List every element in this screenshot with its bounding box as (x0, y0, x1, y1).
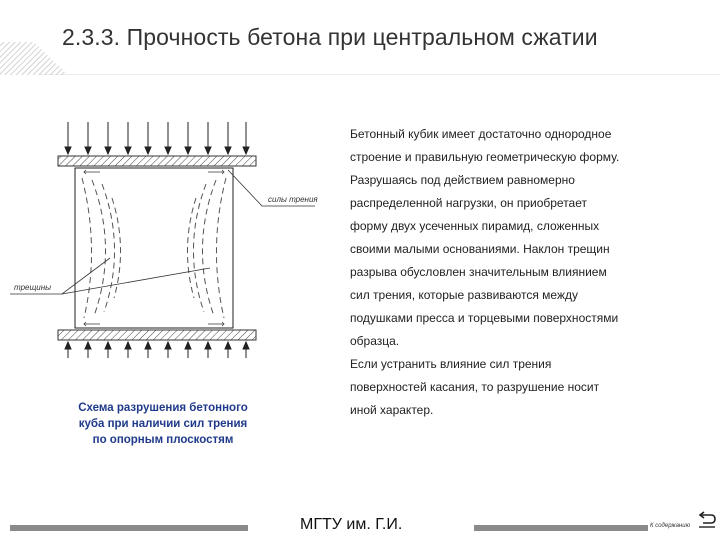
header (0, 0, 720, 75)
back-to-contents-label[interactable]: К содержанию (650, 523, 691, 529)
text-line: Бетонный кубик имеет достаточно однородное (350, 127, 612, 141)
text-line: своими малыми основаниями. Наклон трещин (350, 242, 610, 256)
top-load-arrows (65, 122, 249, 154)
crack-lines (82, 178, 226, 318)
paragraph-2 (350, 353, 705, 422)
friction-arrows (84, 170, 224, 326)
caption-line: по опорным плоскостям (92, 434, 234, 446)
return-arrow-icon[interactable] (697, 509, 717, 529)
top-press-plate (58, 156, 256, 166)
cracks-label: трещины (14, 283, 52, 292)
bottom-load-arrows (65, 342, 249, 358)
text-line: строение и правильную геометрическую форму. (350, 150, 620, 164)
friction-label: силы трения (268, 195, 318, 204)
text-line: подушками пресса и торцевыми поверхностями (350, 311, 619, 325)
text-line: образца. (350, 334, 400, 348)
text-line: сил трения, которые развиваются между (350, 288, 578, 302)
text-line: иной характер. (350, 403, 434, 417)
text-line: поверхностей касания, то разрушение носит (350, 380, 600, 394)
paragraph-1 (350, 123, 705, 353)
bottom-press-plate (58, 330, 256, 340)
footer-bar-left (10, 525, 248, 531)
body-text (350, 123, 705, 422)
footer-label: МГТУ им. Г.И. (300, 516, 403, 533)
concrete-cube (75, 168, 233, 328)
caption-line: Схема разрушения бетонного (78, 402, 248, 414)
diagram-caption (52, 400, 274, 448)
text-line: Если устранить влияние сил трения (350, 357, 552, 371)
page-title: 2.3.3. Прочность бетона при центральном сжатии (62, 24, 598, 50)
text-line: распределенной нагрузки, он приобретает (350, 196, 587, 210)
text-line: Разрушаясь под действием равномерно (350, 173, 575, 187)
cube-failure-diagram (0, 118, 340, 358)
footer-bar-right (474, 525, 648, 531)
text-line: разрыва обусловлен значительным влиянием (350, 265, 607, 279)
caption-line: куба при наличии сил трения (78, 418, 248, 430)
text-line: форму двух усеченных пирамид, сложенных (350, 219, 600, 233)
